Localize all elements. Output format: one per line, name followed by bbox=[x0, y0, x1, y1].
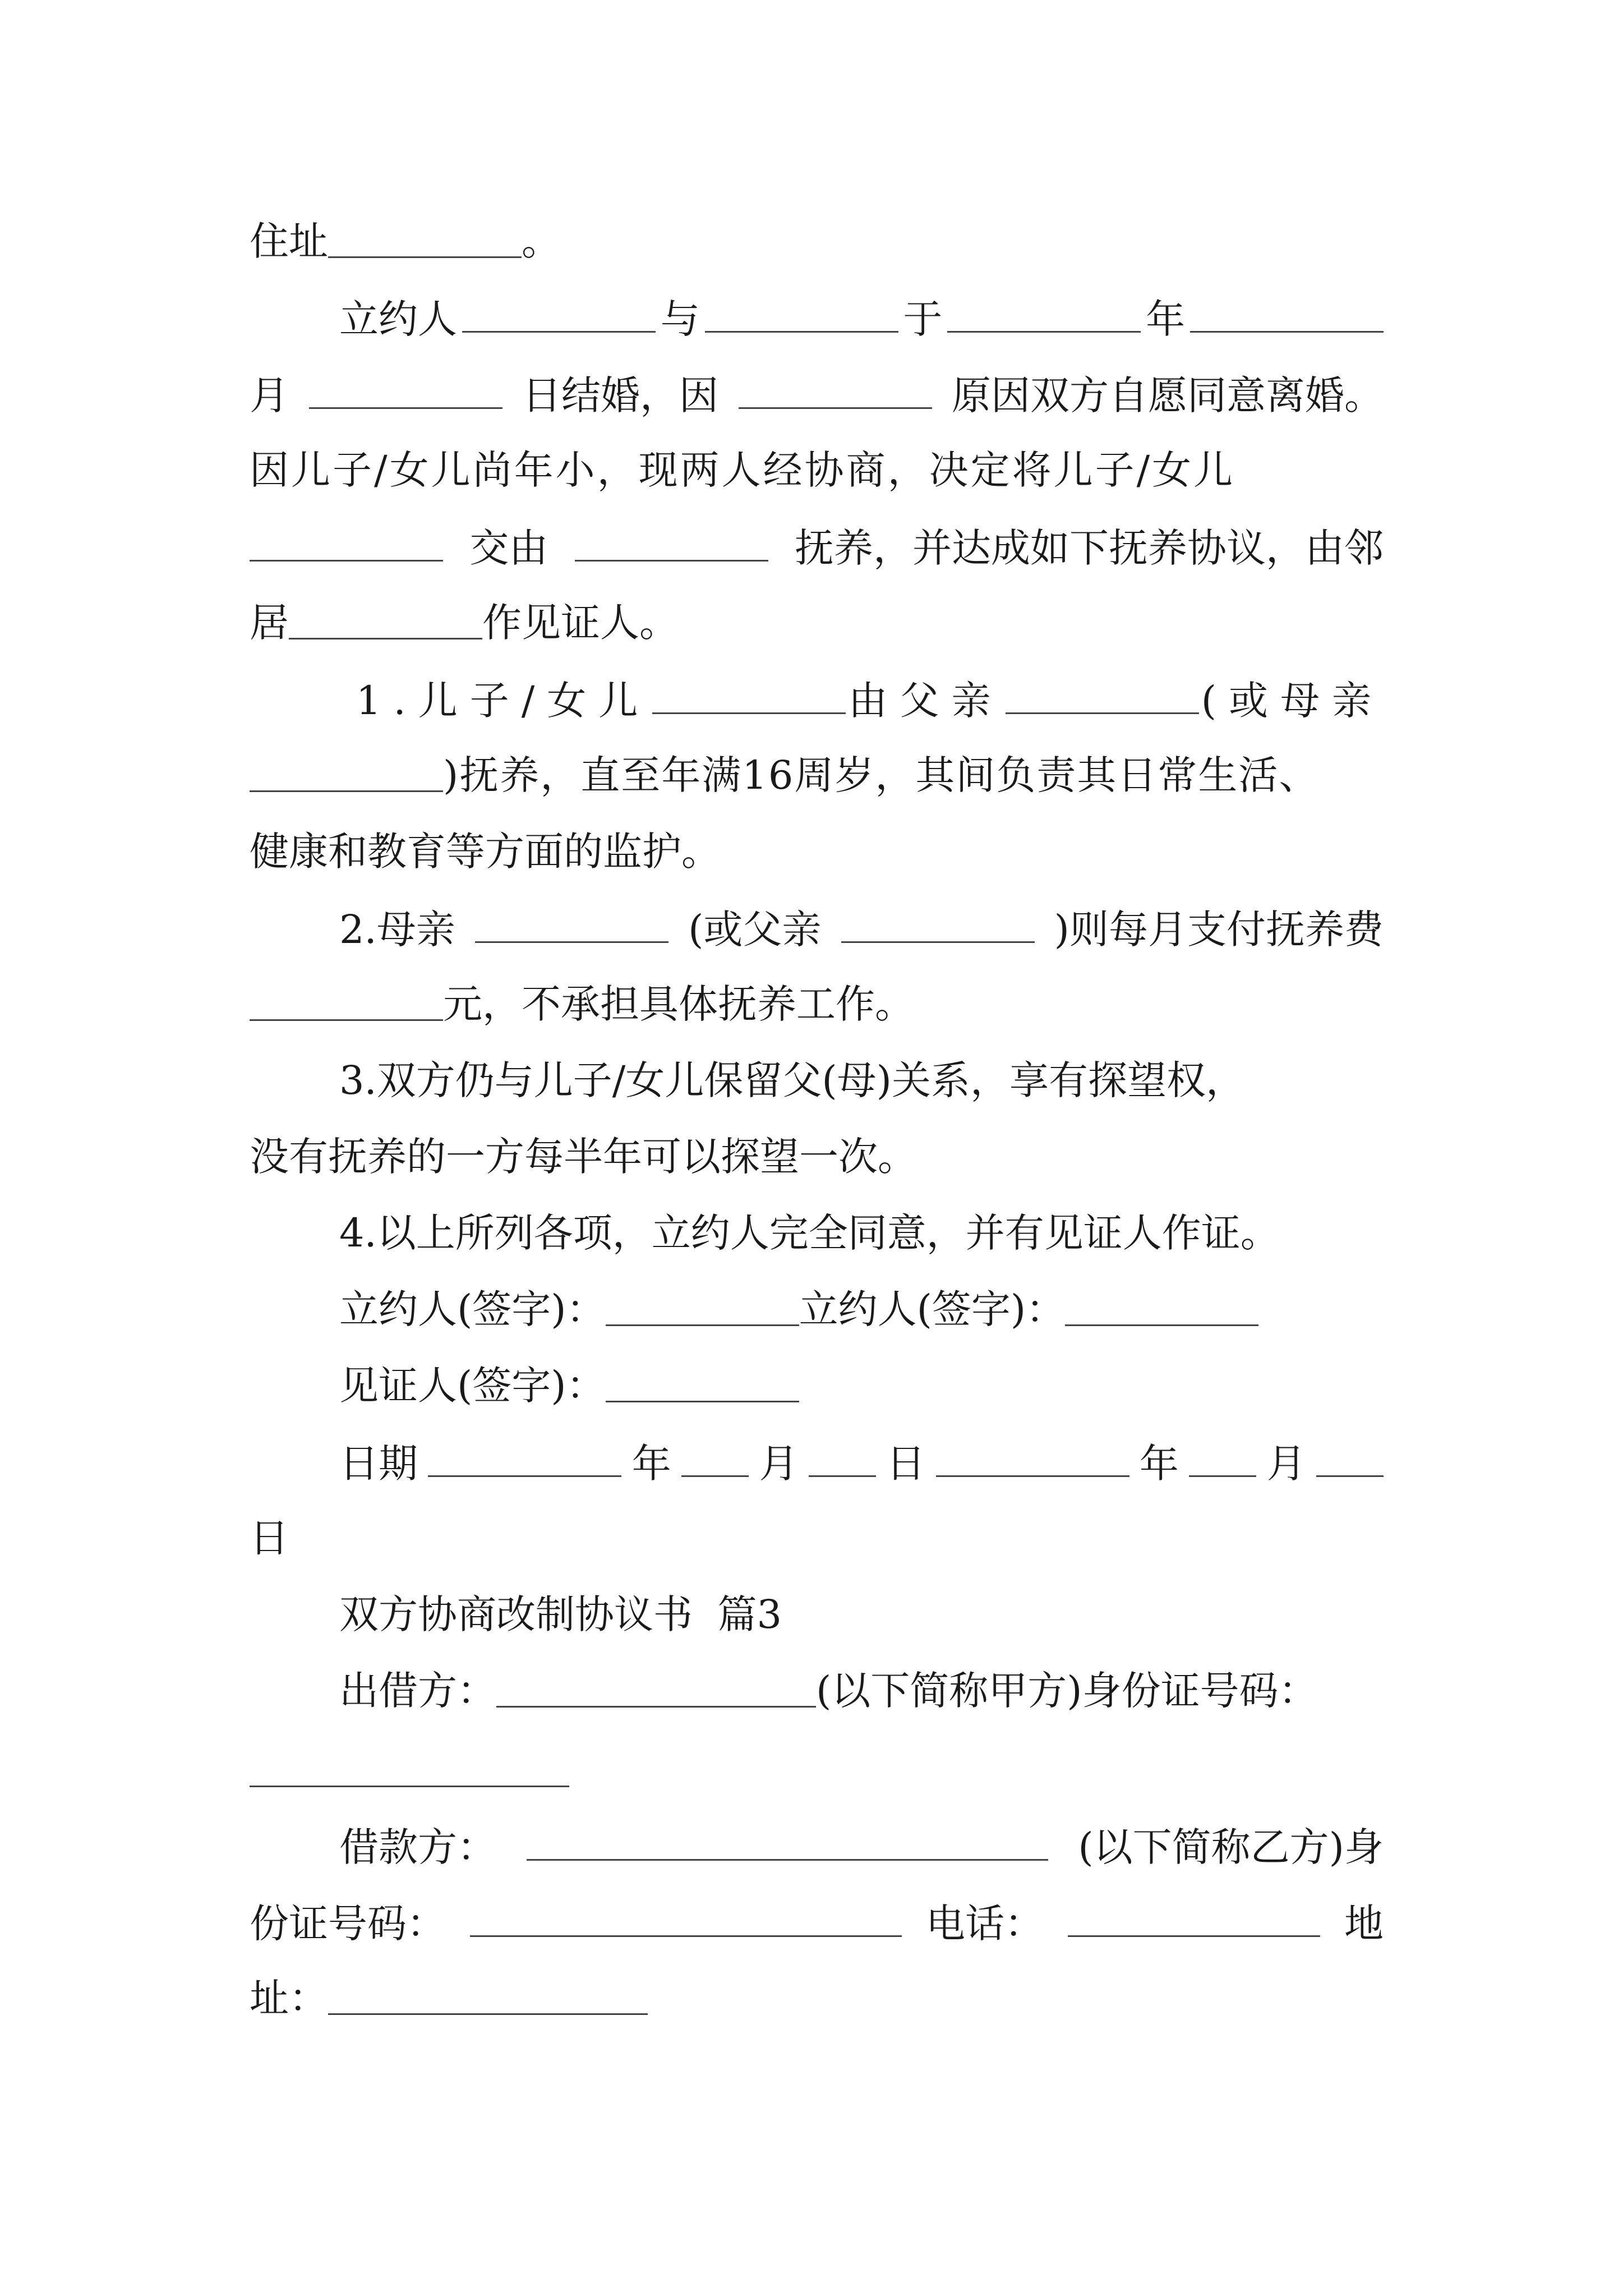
lender-id-label: (以下简称甲方)身份证号码： bbox=[816, 1668, 1318, 1714]
agreement-text: 抚养，并达成如下抚养协议，由邻 bbox=[794, 525, 1384, 571]
witness-sign-label: 见证人(签字)： bbox=[339, 1363, 606, 1409]
day-line: 日 bbox=[250, 1515, 289, 1561]
day-blank[interactable] bbox=[309, 368, 502, 409]
child-blank[interactable] bbox=[250, 521, 443, 562]
or-father-label: (或父亲 bbox=[688, 907, 822, 953]
lender-line bbox=[339, 1665, 1318, 1717]
witness-sign-blank[interactable] bbox=[606, 1361, 799, 1402]
reason-blank[interactable] bbox=[739, 368, 932, 409]
signer1-label: 立约人(签字)： bbox=[339, 1286, 606, 1332]
lender-id-blank[interactable] bbox=[250, 1786, 569, 1787]
year-blank[interactable] bbox=[947, 292, 1141, 333]
guardian-blank[interactable] bbox=[575, 521, 768, 562]
marriage-line-1 bbox=[339, 292, 1384, 345]
divorce-text: 原因双方自愿同意离婚。 bbox=[952, 372, 1384, 418]
address-label-2: 地 bbox=[1344, 1901, 1384, 1947]
period-text: 。 bbox=[522, 218, 561, 264]
custody-line bbox=[250, 521, 1384, 574]
day-label: 日 bbox=[886, 1441, 926, 1487]
signer2-label: 立约人(签字)： bbox=[799, 1286, 1066, 1332]
child-name-blank[interactable] bbox=[652, 673, 846, 714]
address-label: 住址 bbox=[250, 218, 328, 264]
paragraph-line: 因儿子/女儿尚年小，现两人经协商，决定将儿子/女儿 bbox=[250, 447, 1235, 493]
signer1-blank[interactable] bbox=[606, 1285, 799, 1326]
clause-3-line-2: 没有抚养的一方每半年可以探望一次。 bbox=[250, 1134, 917, 1180]
payer-blank[interactable] bbox=[475, 902, 668, 943]
party-label: 立约人 bbox=[339, 296, 457, 342]
on-text: 于 bbox=[903, 296, 943, 342]
date-label: 日期 bbox=[339, 1441, 418, 1487]
married-text: 日结婚，因 bbox=[522, 372, 718, 418]
amount-blank[interactable] bbox=[250, 980, 443, 1021]
witness-blank[interactable] bbox=[289, 599, 482, 639]
borrower-label: 借款方： bbox=[339, 1824, 496, 1870]
clause-2-line bbox=[339, 902, 1384, 955]
borrower-id-blank[interactable] bbox=[470, 1896, 902, 1937]
date-line bbox=[339, 1436, 1384, 1489]
year-label: 年 bbox=[631, 1441, 671, 1487]
date-year-blank[interactable] bbox=[428, 1436, 621, 1477]
clause-4-line: 4.以上所列各项，立约人完全同意，并有见证人作证。 bbox=[339, 1210, 1280, 1256]
year2-label: 年 bbox=[1139, 1441, 1179, 1487]
month-blank[interactable] bbox=[1190, 292, 1384, 333]
witness-signature-line bbox=[339, 1360, 799, 1411]
marriage-line-2 bbox=[250, 368, 1384, 421]
mother-label: 2.母亲 bbox=[339, 907, 455, 953]
handover-text: 交由 bbox=[469, 525, 548, 571]
address-line bbox=[250, 215, 561, 267]
father-blank[interactable] bbox=[1006, 673, 1199, 714]
borrower-id-label: 份证号码： bbox=[250, 1901, 446, 1947]
phone-blank[interactable] bbox=[1068, 1896, 1320, 1937]
borrower-blank[interactable] bbox=[527, 1820, 1048, 1861]
neighbor-text: 居 bbox=[250, 600, 289, 646]
clause-1-text-2: )抚养，直至年满16周岁，其间负责其日常生活、 bbox=[443, 752, 1320, 798]
party1-blank[interactable] bbox=[462, 292, 656, 333]
borrower-contact-line bbox=[250, 1896, 1384, 1949]
mother-blank[interactable] bbox=[250, 751, 443, 792]
signature-line bbox=[339, 1283, 1258, 1335]
clause-1-text: 1.儿子/女儿 bbox=[356, 678, 651, 724]
month-text: 月 bbox=[250, 372, 289, 418]
month2-label: 月 bbox=[1266, 1441, 1306, 1487]
address-blank[interactable] bbox=[328, 217, 522, 258]
section-heading: 双方协商改制协议书 篇3 bbox=[339, 1591, 782, 1637]
address-suffix-label: 址： bbox=[250, 1975, 328, 2021]
or-mother-text: (或母亲 bbox=[1201, 678, 1384, 724]
clause-1-line-3: 健康和教育等方面的监护。 bbox=[250, 829, 721, 875]
borrower-address-blank[interactable] bbox=[328, 1974, 648, 2015]
date2-month-blank[interactable] bbox=[1189, 1436, 1256, 1477]
and-text: 与 bbox=[660, 296, 700, 342]
clause-1-line bbox=[356, 673, 1384, 726]
clause-3-line: 3.双方仍与儿子/女儿保留父(母)关系，享有探望权， bbox=[339, 1057, 1245, 1103]
witness-line bbox=[250, 597, 679, 648]
month-label: 月 bbox=[759, 1441, 799, 1487]
date-month-blank[interactable] bbox=[681, 1436, 749, 1477]
payer-alt-blank[interactable] bbox=[841, 902, 1035, 943]
clause-2-line-2 bbox=[250, 978, 914, 1030]
amount-text: 元，不承担具体抚养工作。 bbox=[443, 981, 914, 1027]
lender-label: 出借方： bbox=[339, 1668, 496, 1714]
date2-year-blank[interactable] bbox=[936, 1436, 1129, 1477]
clause-1-line-2 bbox=[250, 749, 1319, 801]
date-day-blank[interactable] bbox=[809, 1436, 876, 1477]
witness-text: 作见证人。 bbox=[482, 600, 679, 646]
borrower-id-text: (以下简称乙方)身 bbox=[1078, 1824, 1384, 1870]
signer2-blank[interactable] bbox=[1065, 1285, 1258, 1326]
date2-day-blank[interactable] bbox=[1316, 1436, 1384, 1477]
father-text: 由父亲 bbox=[848, 678, 1003, 724]
borrower-line bbox=[339, 1820, 1384, 1873]
year-text: 年 bbox=[1146, 296, 1186, 342]
lender-blank[interactable] bbox=[496, 1667, 816, 1708]
pay-text: )则每月支付抚养费 bbox=[1054, 907, 1384, 953]
phone-label: 电话： bbox=[926, 1901, 1044, 1947]
party2-blank[interactable] bbox=[705, 292, 898, 333]
borrower-address-line bbox=[250, 1972, 648, 2024]
